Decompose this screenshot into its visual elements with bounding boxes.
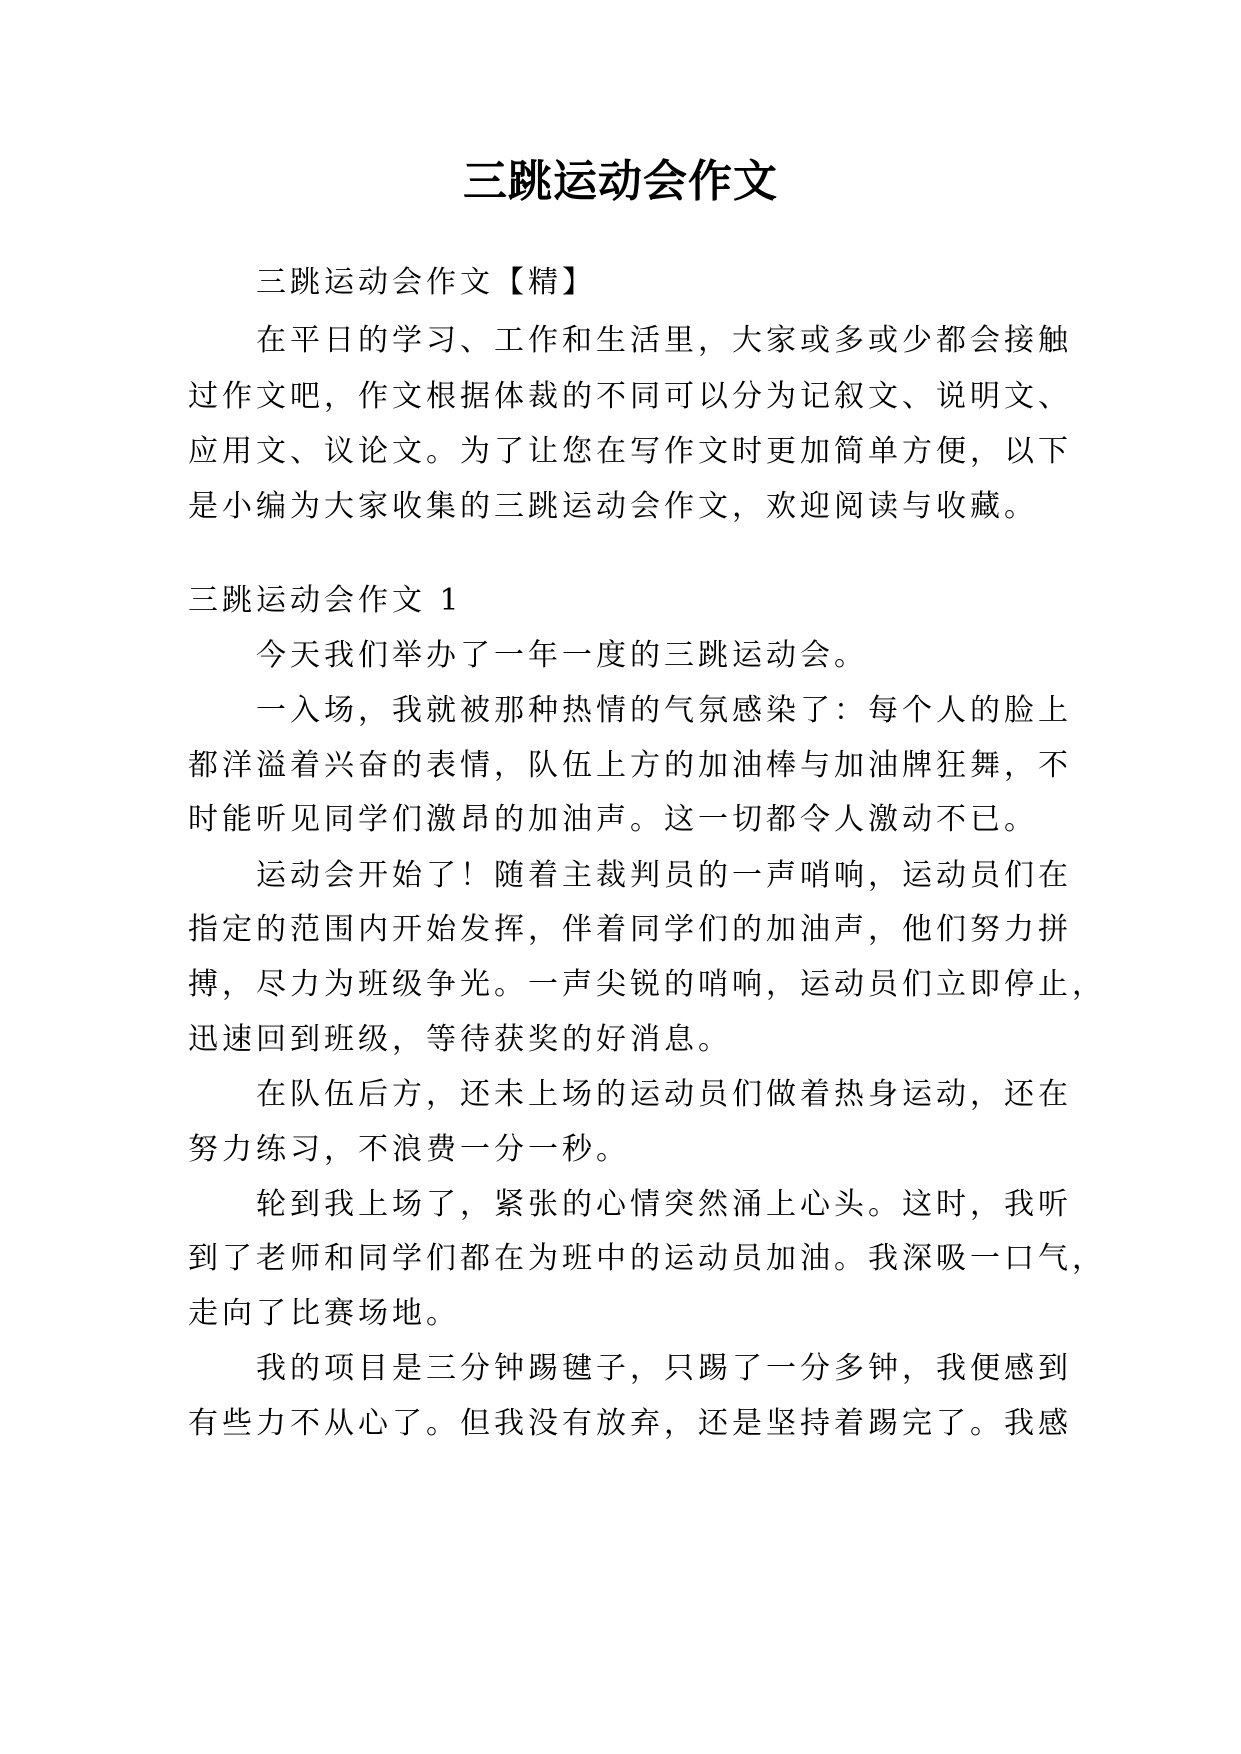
paragraph-line: 我的项目是三分钟踢毽子，只踢了一分多钟，我便感到 <box>256 1351 1072 1386</box>
page-title: 三跳运动会作文 <box>463 156 778 207</box>
paragraph-line: 指定的范围内开始发挥，伴着同学们的加油声，他们努力拼 <box>188 912 1072 947</box>
paragraph-line: 走向了比赛场地。 <box>188 1296 460 1331</box>
paragraph-line: 今天我们举办了一年一度的三跳运动会。 <box>256 638 868 673</box>
paragraph-line: 运动会开始了！随着主裁判员的一声哨响，运动员们在 <box>256 858 1072 893</box>
paragraph-line: 应用文、议论文。为了让您在写作文时更加简单方便，以下 <box>188 434 1072 469</box>
paragraph-line: 时能听见同学们激昂的加油声。这一切都令人激动不已。 <box>188 802 1038 837</box>
paragraph-line: 是小编为大家收集的三跳运动会作文，欢迎阅读与收藏。 <box>188 489 1038 524</box>
paragraph-line: 过作文吧，作文根据体裁的不同可以分为记叙文、说明文、 <box>188 379 1072 414</box>
section-heading: 三跳运动会作文 1 <box>188 583 463 618</box>
paragraph-line: 在队伍后方，还未上场的运动员们做着热身运动，还在 <box>256 1077 1072 1112</box>
paragraph-line: 迅速回到班级，等待获奖的好消息。 <box>188 1022 732 1057</box>
paragraph-line: 努力练习，不浪费一分一秒。 <box>188 1132 630 1167</box>
paragraph-line: 轮到我上场了，紧张的心情突然涌上心头。这时，我听 <box>256 1187 1072 1222</box>
document-subtitle: 三跳运动会作文【精】 <box>256 265 596 300</box>
paragraph-line: 搏，尽力为班级争光。一声尖锐的哨响，运动员们立即停止， <box>188 967 1106 1002</box>
paragraph-line: 有些力不从心了。但我没有放弃，还是坚持着踢完了。我感 <box>188 1406 1072 1441</box>
paragraph-line: 到了老师和同学们都在为班中的运动员加油。我深吸一口气， <box>188 1241 1106 1276</box>
paragraph-line: 都洋溢着兴奋的表情，队伍上方的加油棒与加油牌狂舞，不 <box>188 748 1072 783</box>
paragraph-line: 一入场，我就被那种热情的气氛感染了：每个人的脸上 <box>256 693 1072 728</box>
paragraph-line: 在平日的学习、工作和生活里，大家或多或少都会接触 <box>256 323 1072 358</box>
